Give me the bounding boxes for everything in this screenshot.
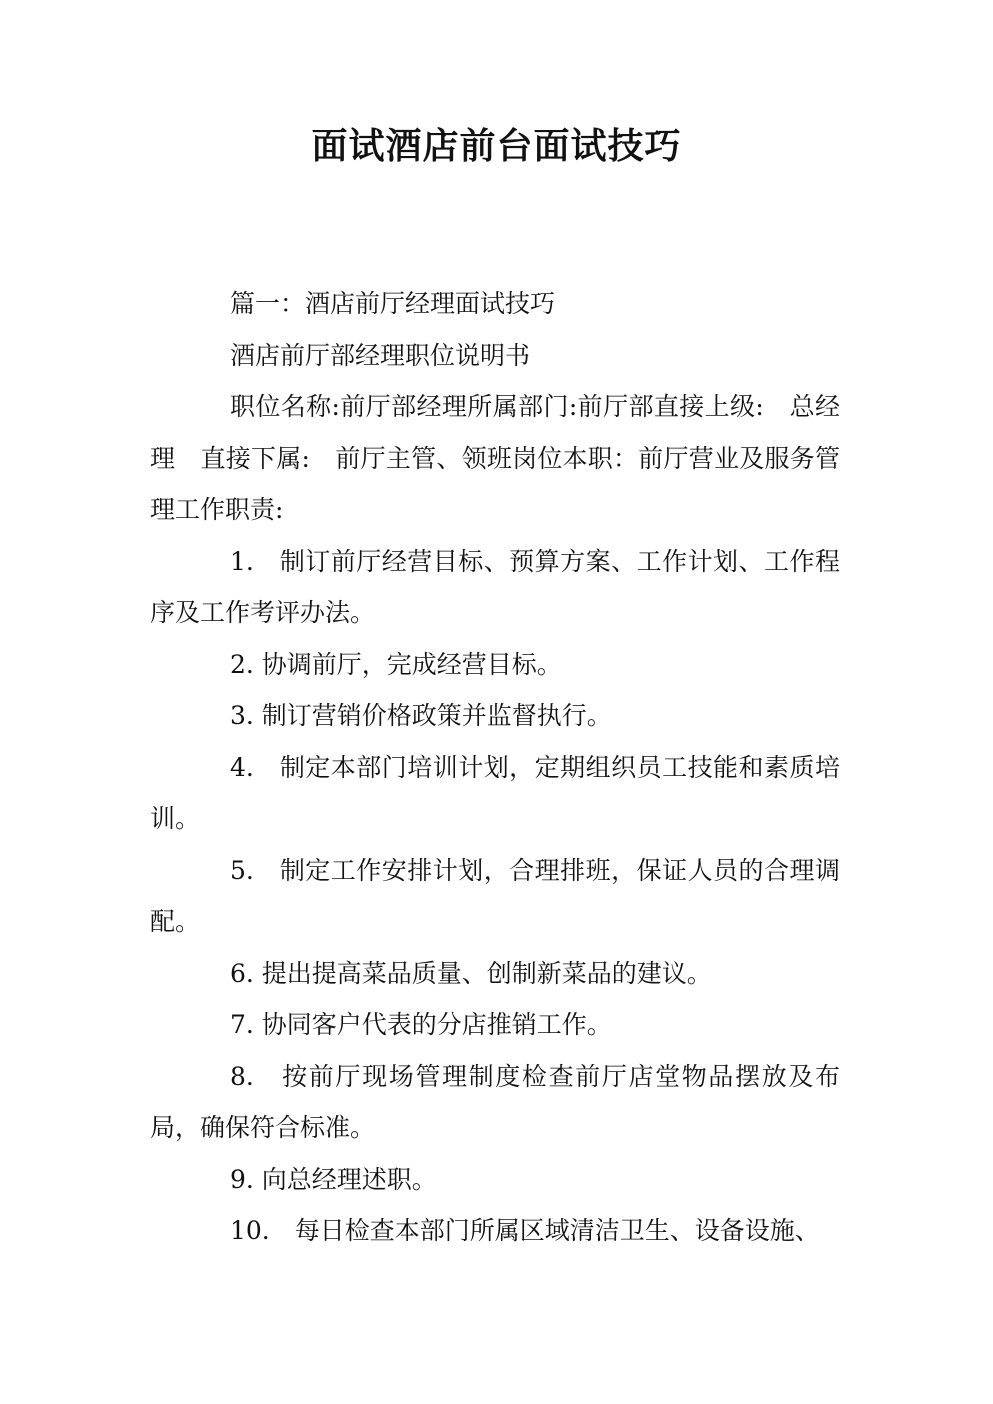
paragraph-duty-6: 6. 提出提高菜品质量、创制新菜品的建议。: [230, 958, 712, 988]
paragraph-subtitle: 酒店前厅部经理职位说明书: [230, 340, 531, 370]
paragraph-duty-9: 9. 向总经理述职。: [230, 1164, 437, 1194]
paragraph-duty-3: 3. 制订营销价格政策并监督执行。: [230, 701, 612, 730]
document-title: 面试酒店前台面试技巧: [311, 125, 682, 167]
paragraph-duty-2: 2. 协调前厅，完成经营目标。: [230, 649, 562, 679]
paragraph-section-heading: 篇一：酒店前厅经理面试技巧: [230, 289, 556, 318]
paragraph-position-info: 职位名称:前厅部经理所属部门:前厅部直接上级: 总经理 直接下属: 前厅主管、领班岗位本职：前厅营业及服务管理工作职责:: [150, 392, 840, 524]
paragraph-duty-4: 4. 制定本部门培训计划，定期组织员工技能和素质培训。: [150, 752, 840, 833]
paragraph-duty-7: 7. 协同客户代表的分店推销工作。: [230, 1010, 612, 1039]
document-body: [150, 278, 840, 1257]
paragraph-duty-5: 5. 制定工作安排计划，合理排班，保证人员的合理调配。: [150, 855, 840, 936]
paragraph-duty-1: 1. 制订前厅经营目标、预算方案、工作计划、工作程序及工作考评办法。: [150, 546, 840, 627]
paragraph-duty-10: 10. 每日检查本部门所属区域清洁卫生、设备设施、: [230, 1216, 820, 1245]
paragraph-duty-8: 8. 按前厅现场管理制度检查前厅店堂物品摆放及布局，确保符合标准。: [150, 1061, 840, 1142]
